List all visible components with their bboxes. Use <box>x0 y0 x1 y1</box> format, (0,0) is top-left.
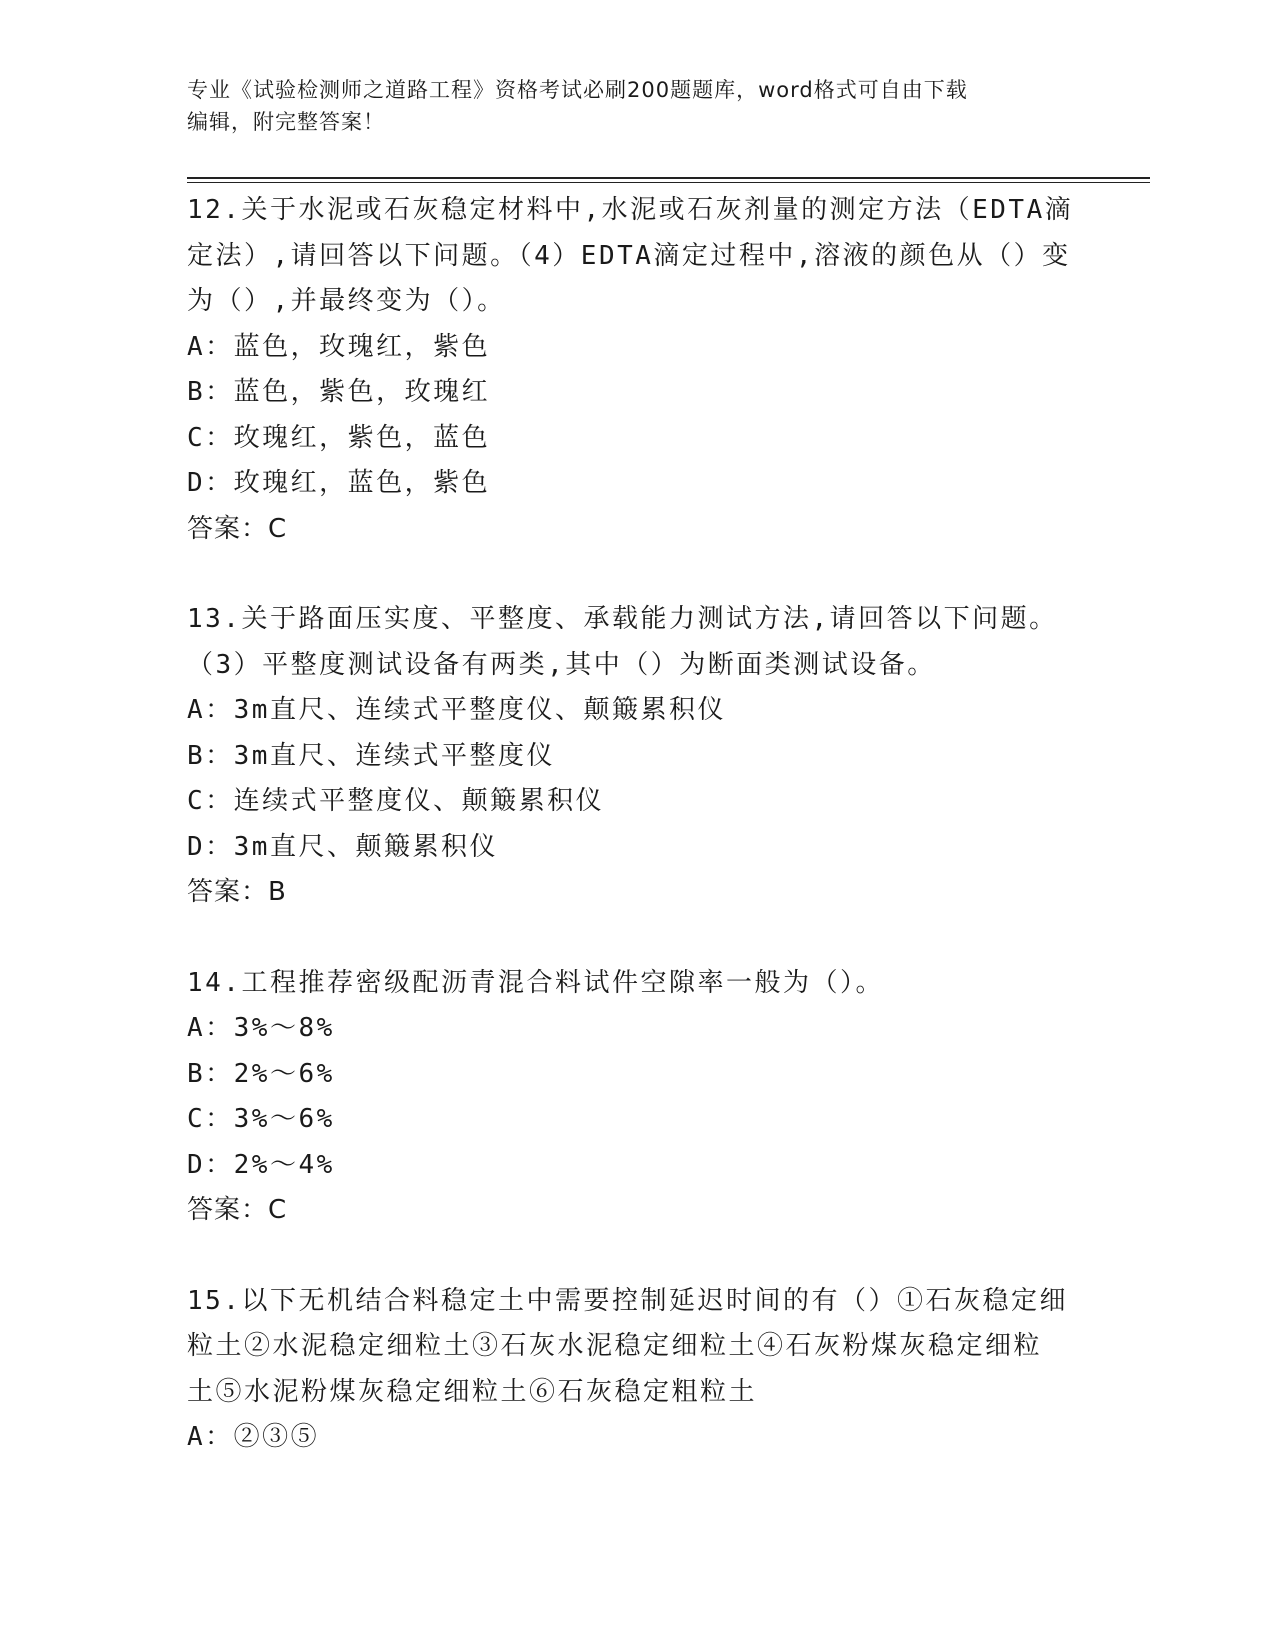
option-c: C：玫瑰红，紫色，蓝色 <box>187 422 491 453</box>
question-text-line: 13.关于路面压实度、平整度、承载能力测试方法,请回答以下问题。 <box>187 604 1058 634</box>
question-list <box>187 188 1087 1506</box>
question-text-line: 14.工程推荐密级配沥青混合料试件空隙率一般为（）。 <box>187 967 884 998</box>
answer-line: 答案：C <box>187 513 288 544</box>
option-b: B：2%～6% <box>187 1058 335 1089</box>
option-d: D：3m直尺、颠簸累积仪 <box>187 831 498 862</box>
header-rule-thin <box>187 182 1150 183</box>
option-c: C：3%～6% <box>187 1104 335 1134</box>
option-a: A：3%～8% <box>187 1013 335 1043</box>
header-line-1: 专业《试验检测师之道路工程》资格考试必刷200题题库，word格式可自由下载 <box>187 78 968 102</box>
question-14 <box>187 961 1087 1234</box>
option-a: A：②③⑤ <box>187 1422 320 1452</box>
question-12 <box>187 188 1087 552</box>
question-text-line: 土⑤水泥粉煤灰稳定细粒土⑥石灰稳定粗粒土 <box>187 1376 758 1407</box>
question-text-line: 粒土②水泥稳定细粒土③石灰水泥稳定细粒土④石灰粉煤灰稳定细粒 <box>187 1331 1043 1361</box>
question-text-line: 定法）,请回答以下问题。（4）EDTA滴定过程中,溶液的颜色从（）变 <box>187 240 1071 271</box>
question-text-line: 15.以下无机结合料稳定土中需要控制延迟时间的有（）①石灰稳定细 <box>187 1285 1068 1316</box>
header-rule-thick <box>187 177 1150 179</box>
question-13 <box>187 597 1087 916</box>
option-d: D：玫瑰红，蓝色，紫色 <box>187 468 491 498</box>
answer-line: 答案：B <box>187 877 287 907</box>
answer-line: 答案：C <box>187 1195 288 1225</box>
option-a: A：3m直尺、连续式平整度仪、颠簸累积仪 <box>187 695 726 725</box>
header-line-2: 编辑，附完整答案！ <box>187 110 385 134</box>
question-text-line: 12.关于水泥或石灰稳定材料中,水泥或石灰剂量的测定方法（EDTA滴 <box>187 195 1074 225</box>
question-text-line: 为（）,并最终变为（）。 <box>187 286 506 316</box>
option-a: A：蓝色，玫瑰红，紫色 <box>187 331 491 362</box>
option-b: B：3m直尺、连续式平整度仪 <box>187 740 555 771</box>
question-15 <box>187 1279 1087 1461</box>
option-d: D：2%～4% <box>187 1149 335 1180</box>
option-b: B：蓝色，紫色，玫瑰红 <box>187 377 491 407</box>
document-header <box>187 74 1087 138</box>
option-c: C：连续式平整度仪、颠簸累积仪 <box>187 786 605 816</box>
question-text-line: （3）平整度测试设备有两类,其中（）为断面类测试设备。 <box>187 649 936 680</box>
